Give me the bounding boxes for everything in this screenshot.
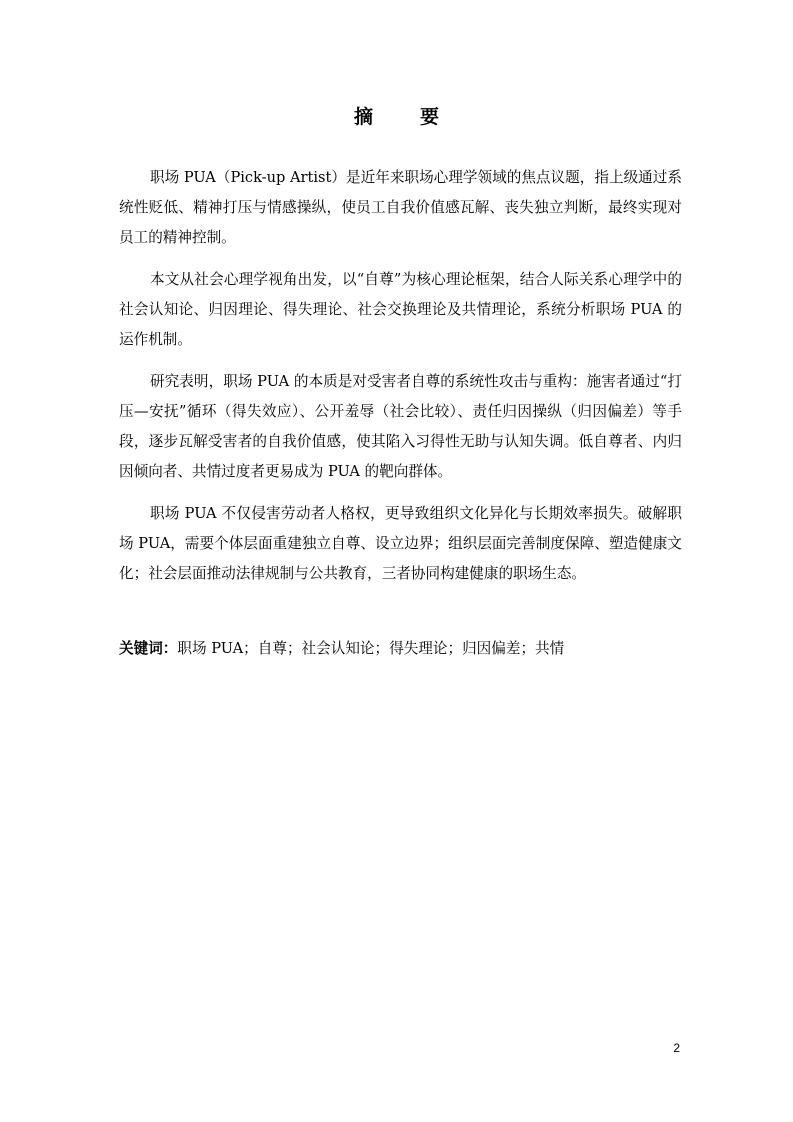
abstract-paragraph-2: 本文从社会心理学视角出发，以“自尊”为核心理论框架，结合人际关系心理学中的社会认知论、归因理论、得失理论、社会交换理论及共情理论，系统分析职场 PUA 的运作机制。 — [119, 271, 682, 348]
keywords-label: 关键词： — [119, 640, 178, 657]
keywords-text: 职场 PUA；自尊；社会认知论；得失理论；归因偏差；共情 — [177, 640, 565, 657]
abstract-title: 摘 要 — [353, 106, 453, 128]
keywords-line — [119, 636, 682, 662]
abstract-paragraph-4: 职场 PUA 不仅侵害劳动者人格权，更导致组织文化异化与长期效率损失。破解职场 PUA，需要个体层面重建独立自尊、设立边界；组织层面完善制度保障、塑造健康文化；社会层面推动法律规制与公共教育，三者协同构建健康的职场生态。 — [119, 505, 682, 582]
page-number: 2 — [673, 1041, 680, 1055]
abstract-paragraph-3: 研究表明，职场 PUA 的本质是对受害者自尊的系统性攻击与重构：施害者通过“打压—安抚”循环（得失效应）、公开羞辱（社会比较）、责任归因操纵（归因偏差）等手段，逐步瓦解受害者的自我价值感，使其陷入习得性无助与认知失调。低自尊者、内归因倾向者、共情过度者更易成为 PUA 的靶向群体。 — [119, 373, 682, 480]
abstract-body — [119, 163, 682, 601]
abstract-paragraph-1: 职场 PUA（Pick-up Artist）是近年来职场心理学领域的焦点议题，指上级通过系统性贬低、精神打压与情感操纵，使员工自我价值感瓦解、丧失独立判断，最终实现对员工的精神控制。 — [119, 169, 682, 246]
